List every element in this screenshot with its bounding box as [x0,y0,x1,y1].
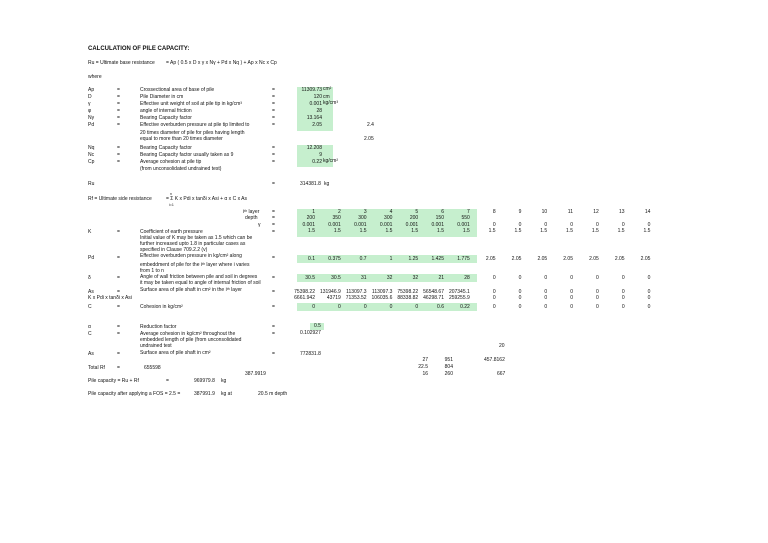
side-value: 951 [444,357,453,363]
layer-cell-depth: 550 [461,215,470,221]
layer-cell-k: 1.5 [488,228,496,234]
gamma-label: γ [258,222,261,228]
rf-formula-label: Rf = Ultimate side resistance [88,196,152,202]
def-value: 28 [316,108,322,114]
pd-desc-line: from 1 to n [140,268,164,274]
layer-head: iᵗʰ layer [243,209,260,215]
layer-cell-c: 0.6 [437,304,444,310]
side-value: 22.5 [418,364,428,370]
def-symbol: φ [88,108,92,114]
layer-cell-c: 0 [518,304,522,310]
layer-cell-gamma: 0.001 [354,222,367,228]
layer-cell-kpt: 106035.6 [371,295,393,301]
k-desc-line: Coefficient of earth pressure [140,229,203,235]
layer-cell-nums: 5 [415,209,419,215]
layer-cell-delta: 30.5 [331,275,341,281]
as-desc: Surface area of pile shaft in cm² in the iᵗʰ layer [140,287,242,293]
def-desc: Effective unit weight of soil at pile tip in kg/cm³ [140,101,242,107]
layer-cell-c: 0 [492,304,496,310]
layer-cell-as: 113097.3 [371,289,393,295]
layer-cell-c: 0.22 [460,304,470,310]
layer-cell-k: 1.5 [540,228,548,234]
layer-cell-c: 0 [544,304,548,310]
cavg-symbol: C [88,331,92,337]
layer-cell-kpt: 0 [621,295,625,301]
layer-cell-nums: 3 [363,209,367,215]
pd-note-line: equal to more than 20 times diameter [140,136,223,142]
layer-cell-delta: 0 [570,275,573,281]
layer-cell-gamma: 0.001 [405,222,419,228]
def-symbol: D [88,94,92,100]
def-symbol: Cp [88,159,95,165]
layer-cell-kpt: 0 [518,295,522,301]
layer-cell-c: 0 [621,304,625,310]
pile-capacity-unit: kg [221,378,227,384]
layer-cell-pd: 2.05 [589,256,599,262]
layer-cell-delta: 0 [544,275,548,281]
def-symbol: Nq [88,145,95,151]
side-value: 457.8162 [484,357,505,363]
def-desc: angle of internal friction [140,108,192,114]
layer-cell-kpt: 0 [492,295,496,301]
layer-cell-c: 0 [570,304,573,310]
layer-cell-gamma: 0.001 [302,222,315,228]
pd-desc-line: Effective overburden pressure in kg/cm² along [140,253,242,259]
layer-cell-c: 0 [312,304,315,310]
pd-note-line: 20 times diameter of pile for piles having length [140,130,245,136]
layer-cell-pd: 0.375 [328,256,341,262]
delta-desc-line: it may be taken equal to angle of internal friction of soil [140,280,261,286]
layer-cell-nums: 11 [567,209,573,215]
layer-cell-as: 0 [544,289,548,295]
layer-cell-gamma: 0 [621,222,625,228]
layer-cell-delta: 0 [596,275,599,281]
layer-cell-delta: 32 [412,275,419,281]
layer-cell-gamma: 0 [492,222,496,228]
layer-cell-gamma: 0 [570,222,573,228]
pile-fos-value: 387991.9 [194,391,215,397]
layer-cell-gamma: 0 [518,222,522,228]
layer-cell-pd: 0.7 [359,256,367,262]
c-symbol: C [88,304,92,310]
layer-cell-as: 131946.9 [319,289,341,295]
layer-cell-k: 1.5 [308,228,315,234]
as-total-symbol: As [88,351,94,357]
layer-cell-k: 1.5 [643,228,651,234]
def-unit: cm² [323,86,332,92]
def-desc: Effective overburden pressure at pile tip limited to [140,122,250,128]
layer-cell-gamma: 0 [596,222,599,228]
def-value: 0.22 [312,159,322,165]
total-rf-value: 655598 [144,365,161,371]
layer-cell-delta: 31 [361,275,367,281]
def-value: 13.164 [306,115,322,121]
def-value: 0.001 [309,101,322,107]
def-unit: cm [323,94,330,100]
layer-cell-kpt: 0 [596,295,599,301]
layer-cell-delta: 28 [464,275,470,281]
pd-symbol: Pd [88,255,95,261]
layer-cell-c: 0 [415,304,419,310]
where-label: where [88,74,102,80]
layer-cell-as: 0 [647,289,651,295]
layer-cell-pd: 1 [389,256,393,262]
layer-cell-depth: 300 [384,215,393,221]
def-value: 120 [313,94,322,100]
layer-cell-nums: 8 [492,209,496,215]
ru-value: 314381.8 [300,181,321,187]
layer-cell-nums: 2 [338,209,341,215]
def-symbol: Nc [88,152,95,158]
layer-cell-gamma: 0 [544,222,548,228]
ru-formula-expression: = Ap ( 0.5 x D x γ x Nγ + Pd x Nq ) + Ap x Nc x Cp [166,60,277,66]
def-value: 2.05 [312,122,322,128]
def-desc: Pile Diameter in cm [140,94,184,100]
ru-label: Ru [88,181,95,187]
layer-cell-as: 0 [621,289,625,295]
layer-cell-as: 113097.3 [346,289,367,295]
total-rf-label: Total Rf [88,365,105,371]
k-desc-line: specified in Clause 709.2.2 (v) [140,247,208,253]
ru-formula-label: Ru = Ultimate base resistance [88,60,155,66]
delta-desc-line: Angle of wall friction between pile and soil in degrees [140,274,258,280]
layer-cell-k: 1.5 [617,228,625,234]
k-desc-line: further increased upto 1.8 in particular cases as [140,241,246,247]
def-desc: Bearing Capacity factor [140,145,192,151]
layer-cell-pd: 2.05 [485,256,496,262]
layer-cell-nums: 14 [644,209,651,215]
layer-cell-as: 0 [570,289,573,295]
layer-cell-nums: 13 [619,209,625,215]
layer-cell-c: 0 [363,304,367,310]
layer-cell-k: 1.5 [411,228,419,234]
layer-cell-delta: 21 [438,275,444,281]
layer-cell-depth: 150 [435,215,444,221]
def-desc: Crossectional area of base of pile [140,87,215,93]
layer-cell-c: 0 [389,304,393,310]
side-value: 260 [444,371,453,377]
layer-cell-gamma: 0.001 [328,222,341,228]
def-desc: Bearing Capacity factor [140,115,192,121]
layer-cell-delta: 30.5 [305,275,315,281]
c-desc: Cohesion in kg/cm² [140,304,183,310]
def-unit: kg/cm³ [323,100,338,106]
layer-cell-k: 1.5 [385,228,393,234]
def-value: 12.208 [306,145,322,151]
layer-cell-depth: 200 [409,215,419,221]
def-symbol: Nγ [88,115,95,121]
layer-cell-nums: 9 [518,209,522,215]
side-value: 27 [422,357,428,363]
cp-note: (from unconsolidated undrained test) [140,166,222,172]
layer-cell-k: 1.5 [437,228,444,234]
pd-desc-line: embeddment of pile for the iᵗʰ layer where i varies [140,262,250,268]
k-desc-line: Initial value of K may be taken as 1.5 which can be [140,235,253,241]
layer-cell-pd: 1.775 [457,256,470,262]
pile-capacity-eq: = [166,378,169,384]
as-total-desc: Surface area of pile shaft in cm² [140,350,211,356]
pd-note-value: 2.05 [364,136,374,142]
cavg-desc-line: Average cohesion in kg/cm² throughout the [140,331,236,337]
def-value: 9 [319,152,322,158]
sigma-lower: i=1 [169,203,174,207]
layer-cell-delta: 0 [621,275,625,281]
layer-cell-c: 0 [338,304,341,310]
sigma-upper: n [170,192,172,196]
layer-cell-kpt: 0 [570,295,573,301]
layer-cell-pd: 2.05 [537,256,548,262]
layer-cell-as: 75398.22 [294,289,315,295]
layer-cell-nums: 6 [441,209,444,215]
cavg-desc-line: embedded length of pile (from unconsolidated [140,337,242,343]
def-desc: Average cohesion at pile tip [140,159,202,165]
layer-cell-k: 1.5 [514,228,522,234]
layer-cell-as: 207345.1 [448,289,470,295]
layer-cell-kpt: 0 [647,295,651,301]
layer-cell-gamma: 0 [647,222,651,228]
layer-cell-as: 56548.67 [423,289,444,295]
page-title: CALCULATION OF PILE CAPACITY: [88,46,190,52]
pile-capacity-value: 969979.8 [194,378,215,384]
layer-cell-k: 1.5 [591,228,599,234]
layer-cell-k: 1.5 [333,228,341,234]
layer-cell-delta: 0 [518,275,522,281]
layer-cell-depth: 350 [332,215,341,221]
layer-cell-as: 75398.22 [397,289,419,295]
layer-cell-nums: 1 [312,209,315,215]
side-value: 804 [444,364,453,370]
layer-cell-kpt: 43719 [326,295,341,301]
def-unit: kg/cm² [323,158,338,164]
layer-cell-kpt: 0 [544,295,548,301]
pile-fos-depth: 20.5 m depth [258,391,288,397]
layer-cell-kpt: 6661.942 [294,295,315,301]
layer-cell-kpt: 259255.9 [448,295,470,301]
alpha-symbol: α [88,324,91,330]
alpha-desc: Reduction factor [140,324,177,330]
as-total-value: 772831.8 [300,351,321,357]
side-value: 16 [422,371,428,377]
layer-cell-as: 0 [492,289,496,295]
layer-cell-kpt: 88338.82 [397,295,419,301]
alpha-value: 0.5 [314,323,321,329]
def-desc: Bearing Capacity factor usually taken as 9 [140,152,234,158]
k-symbol: K [88,229,92,235]
pd-side-value: 2.4 [367,122,374,128]
layer-cell-delta: 32 [386,275,393,281]
def-symbol: Pd [88,122,95,128]
layer-cell-pd: 1.425 [431,256,444,262]
layer-cell-nums: 7 [467,209,470,215]
layer-cell-nums: 12 [593,209,599,215]
layer-cell-k: 1.5 [566,228,573,234]
as-symbol: As [88,289,94,295]
layer-cell-gamma: 0.001 [457,222,470,228]
layer-cell-k: 1.5 [462,228,470,234]
layer-cell-depth: 300 [358,215,367,221]
pile-fos-label: Pile capacity after applying a FOS = 2.5 = [88,391,181,397]
def-symbol: γ [88,101,91,107]
layer-cell-as: 0 [518,289,522,295]
layer-cell-kpt: 71353.52 [345,295,367,301]
total-rf-eq: = [117,365,120,371]
pile-fos-unit: kg at [221,391,232,397]
kpt-symbol: K x Pdi x tanδi x Asi [88,295,132,301]
side-value: 667 [497,371,506,377]
total-rf-extra: 387.9919 [245,371,266,377]
side-value: 20 [499,343,505,349]
delta-symbol: δ [88,275,91,281]
layer-cell-pd: 2.05 [511,256,522,262]
layer-cell-nums: 4 [389,209,393,215]
layer-cell-pd: 2.05 [563,256,573,262]
layer-cell-nums: 10 [541,209,548,215]
def-value: 11309.73 [301,87,322,93]
pile-capacity-label: Pile capacity = Ru + Rf [88,378,139,384]
layer-cell-pd: 2.05 [640,256,651,262]
cavg-value: 0.102927 [300,330,321,336]
depth-label: depth [245,215,258,221]
cavg-desc-line: undrained test [140,343,172,349]
layer-cell-kpt: 46298.71 [423,295,444,301]
layer-cell-as: 0 [596,289,599,295]
layer-cell-depth: 200 [306,215,315,221]
layer-cell-gamma: 0.001 [379,222,393,228]
layer-cell-delta: 0 [647,275,651,281]
layer-cell-gamma: 0.001 [431,222,444,228]
layer-cell-c: 0 [647,304,651,310]
layer-cell-pd: 0.1 [308,256,315,262]
layer-cell-pd: 1.25 [408,256,419,262]
def-symbol: Ap [88,87,95,93]
layer-cell-delta: 0 [492,275,496,281]
layer-cell-k: 1.5 [359,228,367,234]
layer-cell-pd: 2.05 [614,256,625,262]
ru-unit: kg [324,181,330,187]
rf-formula-expression: = Σ K x Pdi x tanδi x Asi + α x C x As [166,196,248,202]
layer-cell-c: 0 [596,304,599,310]
